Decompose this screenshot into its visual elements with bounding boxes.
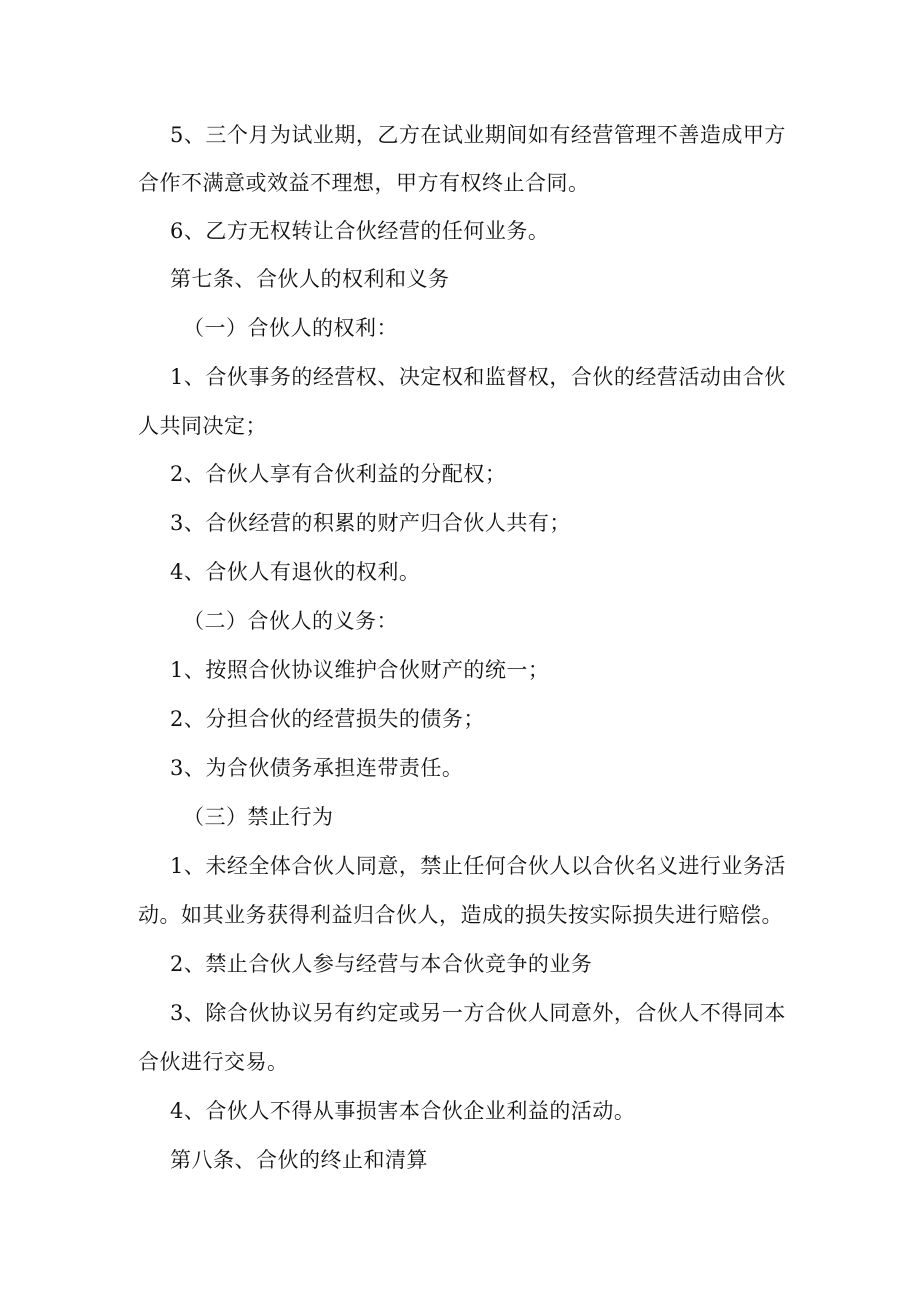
paragraph-line: 1、未经全体合伙人同意，禁止任何合伙人以合伙名义进行业务活 <box>170 854 786 878</box>
subsection-heading: （一）合伙人的权利： <box>183 316 398 340</box>
subsection-heading: （二）合伙人的义务： <box>183 609 398 633</box>
paragraph-line: 2、禁止合伙人参与经营与本合伙竞争的业务 <box>170 952 593 976</box>
paragraph-line: 1、按照合伙协议维护合伙财产的统一； <box>170 658 550 682</box>
paragraph-line: 3、除合伙协议另有约定或另一方合伙人同意外，合伙人不得同本 <box>170 1001 786 1025</box>
paragraph-line: 6、乙方无权转让合伙经营的任何业务。 <box>170 219 550 243</box>
subsection-heading: （三）禁止行为 <box>183 805 334 829</box>
paragraph-line: 4、合伙人不得从事损害本合伙企业利益的活动。 <box>170 1099 636 1123</box>
paragraph-line: 2、分担合伙的经营损失的债务； <box>170 707 485 731</box>
paragraph-line: 合作不满意或效益不理想，甲方有权终止合同。 <box>138 171 590 195</box>
paragraph-line: 2、合伙人享有合伙利益的分配权； <box>170 462 507 486</box>
paragraph-line: 3、合伙经营的积累的财产归合伙人共有； <box>170 511 571 535</box>
paragraph-line: 人共同决定； <box>138 414 267 438</box>
paragraph-line: 合伙进行交易。 <box>138 1050 289 1074</box>
paragraph-line: 5、三个月为试业期，乙方在试业期间如有经营管理不善造成甲方 <box>170 123 786 147</box>
section-heading: 第七条、合伙人的权利和义务 <box>170 267 450 291</box>
paragraph-line: 动。如其业务获得利益归合伙人，造成的损失按实际损失进行赔偿。 <box>138 903 783 927</box>
paragraph-line: 3、为合伙债务承担连带责任。 <box>170 756 464 780</box>
paragraph-line: 4、合伙人有退伙的权利。 <box>170 560 421 584</box>
paragraph-line: 1、合伙事务的经营权、决定权和监督权，合伙的经营活动由合伙 <box>170 365 786 389</box>
section-heading: 第八条、合伙的终止和清算 <box>170 1148 428 1172</box>
